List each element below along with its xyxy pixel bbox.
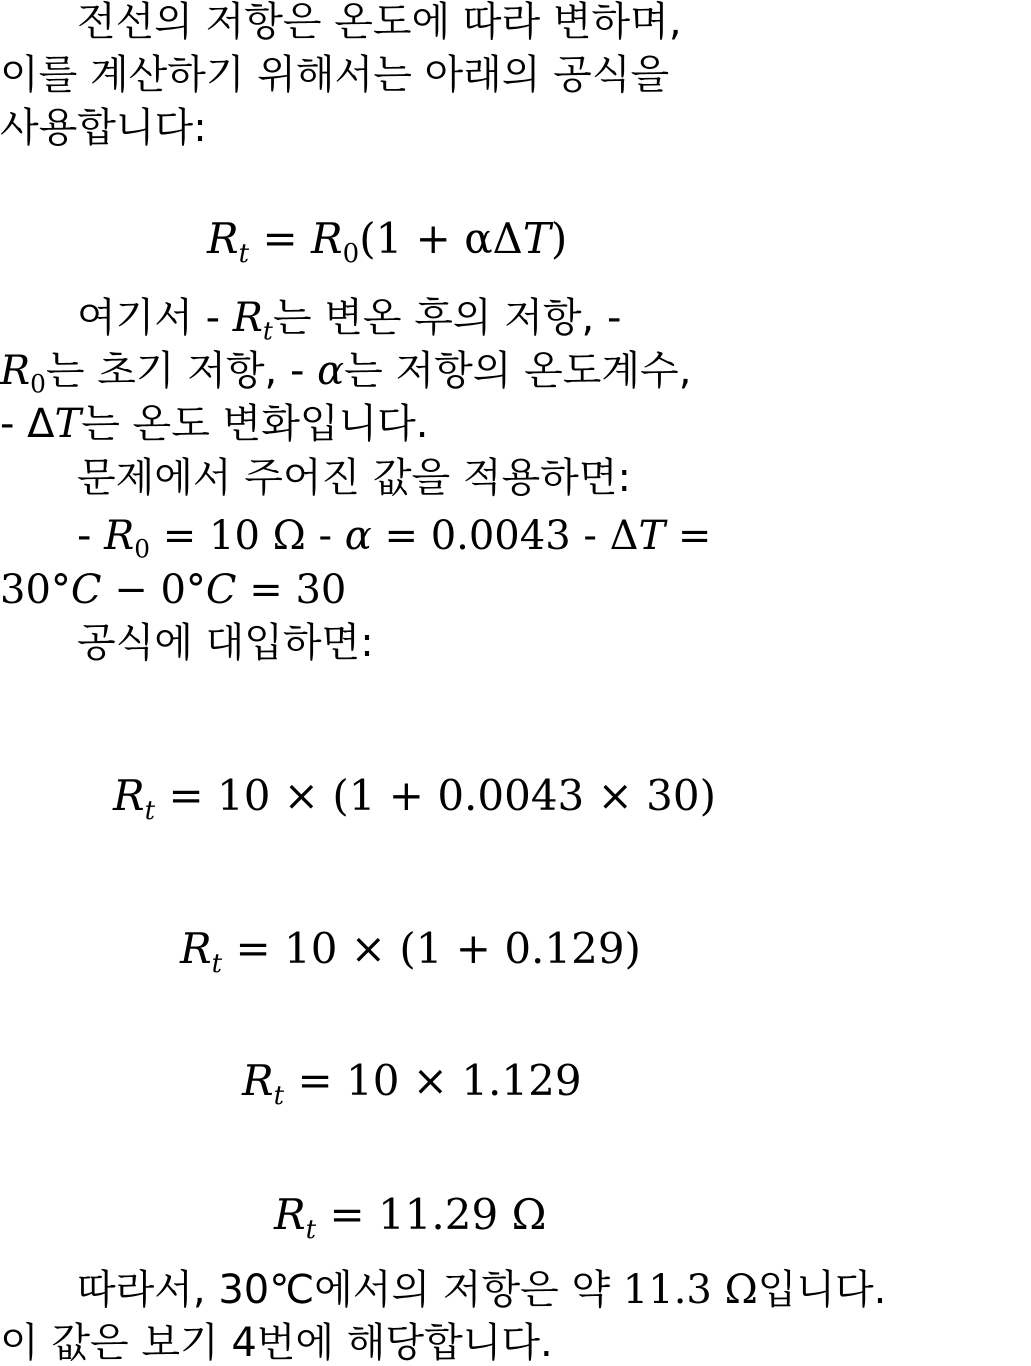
formula-sub-t: t	[238, 239, 250, 270]
step1-R: R	[113, 771, 145, 820]
formula-T: T	[522, 214, 551, 263]
v1-R: R	[104, 513, 135, 559]
intro-line-1: 전선의 저항은 온도에 따라 변하며,	[77, 0, 682, 45]
step-4	[274, 1190, 547, 1246]
v1-rest: = 10 Ω -	[150, 513, 345, 559]
def1-sub-t: t	[262, 316, 273, 346]
def1-pre: 여기서 -	[77, 295, 233, 341]
values-line-2	[0, 567, 347, 613]
step2-sub-t: t	[211, 949, 223, 980]
formula-R0: R	[311, 214, 343, 263]
v2c: = 30	[236, 567, 347, 613]
definition-line-2	[0, 348, 692, 399]
def2-R: R	[0, 348, 31, 394]
formula-sub-0: 0	[342, 239, 360, 270]
def3-pre: - Δ	[0, 401, 55, 447]
step2-R: R	[180, 924, 212, 973]
v2b: − 0°	[101, 567, 206, 613]
v1-alpha: α	[344, 513, 372, 559]
def1-R: R	[232, 295, 263, 341]
conclusion-pre: 따라서, 30℃에서의 저항은 약	[77, 1267, 623, 1313]
intro-line-3: 사용합니다:	[0, 105, 207, 151]
step4-rhs: = 11.29 Ω	[316, 1190, 547, 1239]
def1-post: 는 변온 후의 저항, -	[272, 295, 622, 341]
step2-rhs: = 10 × (1 + 0.129)	[222, 924, 641, 973]
v1-T: T	[638, 513, 666, 559]
def3-T: T	[54, 401, 82, 447]
step4-sub-t: t	[305, 1215, 317, 1246]
formula-eq: =	[249, 214, 311, 263]
def2-post1: 는 초기 저항, -	[45, 348, 318, 394]
step3-sub-t: t	[273, 1081, 285, 1112]
v1-rest2: = 0.0043 - Δ	[371, 513, 639, 559]
v1-sub-0: 0	[134, 534, 151, 564]
def2-post2: 는 저항의 온도계수,	[344, 348, 692, 394]
v1-pre: -	[77, 513, 105, 559]
intro-line-2: 이를 계산하기 위해서는 아래의 공식을	[0, 52, 670, 98]
formula-R: R	[207, 214, 239, 263]
v2-C2: C	[205, 567, 237, 613]
def2-alpha: α	[317, 348, 345, 394]
definition-line-1	[77, 295, 622, 346]
conclusion-line-2: 이 값은 보기 4번에 해당합니다.	[0, 1320, 553, 1366]
v2a: 30°	[0, 567, 71, 613]
v2-C1: C	[70, 567, 102, 613]
step-2	[180, 924, 641, 980]
step-1	[113, 771, 717, 827]
conclusion-value: 11.3 Ω	[622, 1267, 758, 1313]
step1-rhs: = 10 × (1 + 0.0043 × 30)	[155, 771, 717, 820]
apply-intro: 문제에서 주어진 값을 적용하면:	[77, 455, 631, 501]
def2-sub-0: 0	[30, 369, 46, 399]
formula-rest: (1 + αΔ	[359, 214, 523, 263]
step3-rhs: = 10 × 1.129	[284, 1056, 582, 1105]
conclusion-post: 입니다.	[757, 1267, 887, 1313]
def3-post: 는 온도 변화입니다.	[81, 401, 429, 447]
step4-R: R	[274, 1190, 306, 1239]
formula-close: )	[550, 214, 568, 263]
step3-R: R	[242, 1056, 274, 1105]
step-3	[242, 1056, 582, 1112]
values-line-1	[77, 513, 712, 564]
conclusion-line-1	[77, 1267, 887, 1313]
v1-eq: =	[665, 513, 712, 559]
formula-main	[207, 214, 568, 270]
step1-sub-t: t	[144, 796, 156, 827]
substitute-intro: 공식에 대입하면:	[77, 620, 374, 666]
definition-line-3	[0, 401, 429, 447]
